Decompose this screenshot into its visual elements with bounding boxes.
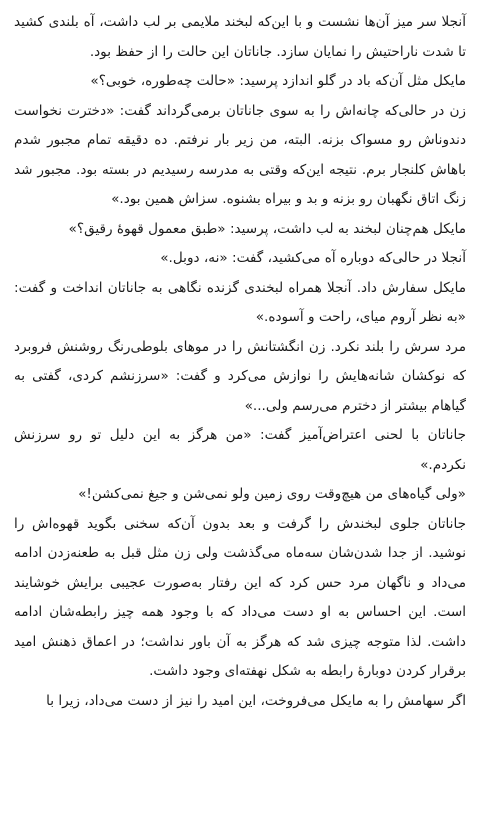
paragraph: آنجلا سر میز آن‌ها نشست و با این‌که لبخند ملایمی بر لب داشت، آه بلندی کشید تا شدت ناراحتیش را نمایان سازد. جاناتان این حالت را از حفظ بود.	[14, 14, 466, 60]
paragraph: اگر سهامش را به مایکل می‌فروخت، این امید را نیز از دست می‌داد، زیرا با	[46, 692, 466, 709]
paragraph: مایکل سفارش داد. آنجلا همراه لبخندی گزنده نگاهی به جاناتان انداخت و گفت: «به نظر آروم میای، راحت و آسوده.»	[14, 279, 466, 325]
paragraph: «ولی گیاه‌های من هیچ‌وقت روی زمین ولو نمی‌شن و جیغ نمی‌کشن!»	[78, 486, 466, 502]
book-page	[14, 8, 466, 716]
paragraph: جاناتان جلوی لبخندش را گرفت و بعد بدون آن‌که سخنی بگوید قهوه‌اش را نوشید. از جدا شدن‌شان سه‌ماه می‌گذشت ولی زن مثل قبل به طعنه‌زدن ادامه می‌داد و ناگهان مرد حس کرد که این رفتار به‌صورت عجیبی برایش خوشایند است. این احساس به او دست می‌داد که با وجود همه چیز رابطه‌شان ادامه داشت. لذا متوجه چیزی شد که هرگز به آن باور نداشت؛ در اعماق ذهنش امید برقرار کردن دوبارهٔ رابطه به شکل نهفته‌ای وجود داشت.	[14, 515, 466, 679]
paragraph: مرد سرش را بلند نکرد. زن انگشتانش را در موهای بلوطی‌رنگ روشنش فروبرد که نوکشان شانه‌هایش را نوازش می‌کرد و گفت: «سرزنشم کردی، گفتی به گیاهام بیشتر از دخترم می‌رسم ولی...»	[14, 338, 466, 414]
paragraph: جاناتان با لحنی اعتراض‌آمیز گفت: «من هرگز به این دلیل تو رو سرزنش نکردم.»	[14, 427, 466, 473]
paragraph: زن در حالی‌که چانه‌اش را به سوی جاناتان برمی‌گرداند گفت: «دخترت نخواست دندوناش رو مسواک بزنه. البته، من زیر بار نرفتم. ده دقیقه تمام مجبور شدم باهاش کلنجار برم. نتیجه این‌که وقتی به مدرسه رسیدیم در بسته بود. مجبور شد زنگ اتاق نگهبان رو بزنه و بد و بیراه بشنوه. سزاش همین بود.»	[14, 102, 466, 207]
paragraph: مایکل مثل آن‌که باد در گلو اندازد پرسید: «حالت چه‌طوره، خوبی؟»	[90, 73, 466, 89]
paragraph: آنجلا در حالی‌که دوباره آه می‌کشید، گفت: «نه، دوبل.»	[160, 250, 466, 266]
paragraph: مایکل هم‌چنان لبخند به لب داشت، پرسید: «طبق معمول قهوهٔ رقیق؟»	[68, 220, 466, 237]
